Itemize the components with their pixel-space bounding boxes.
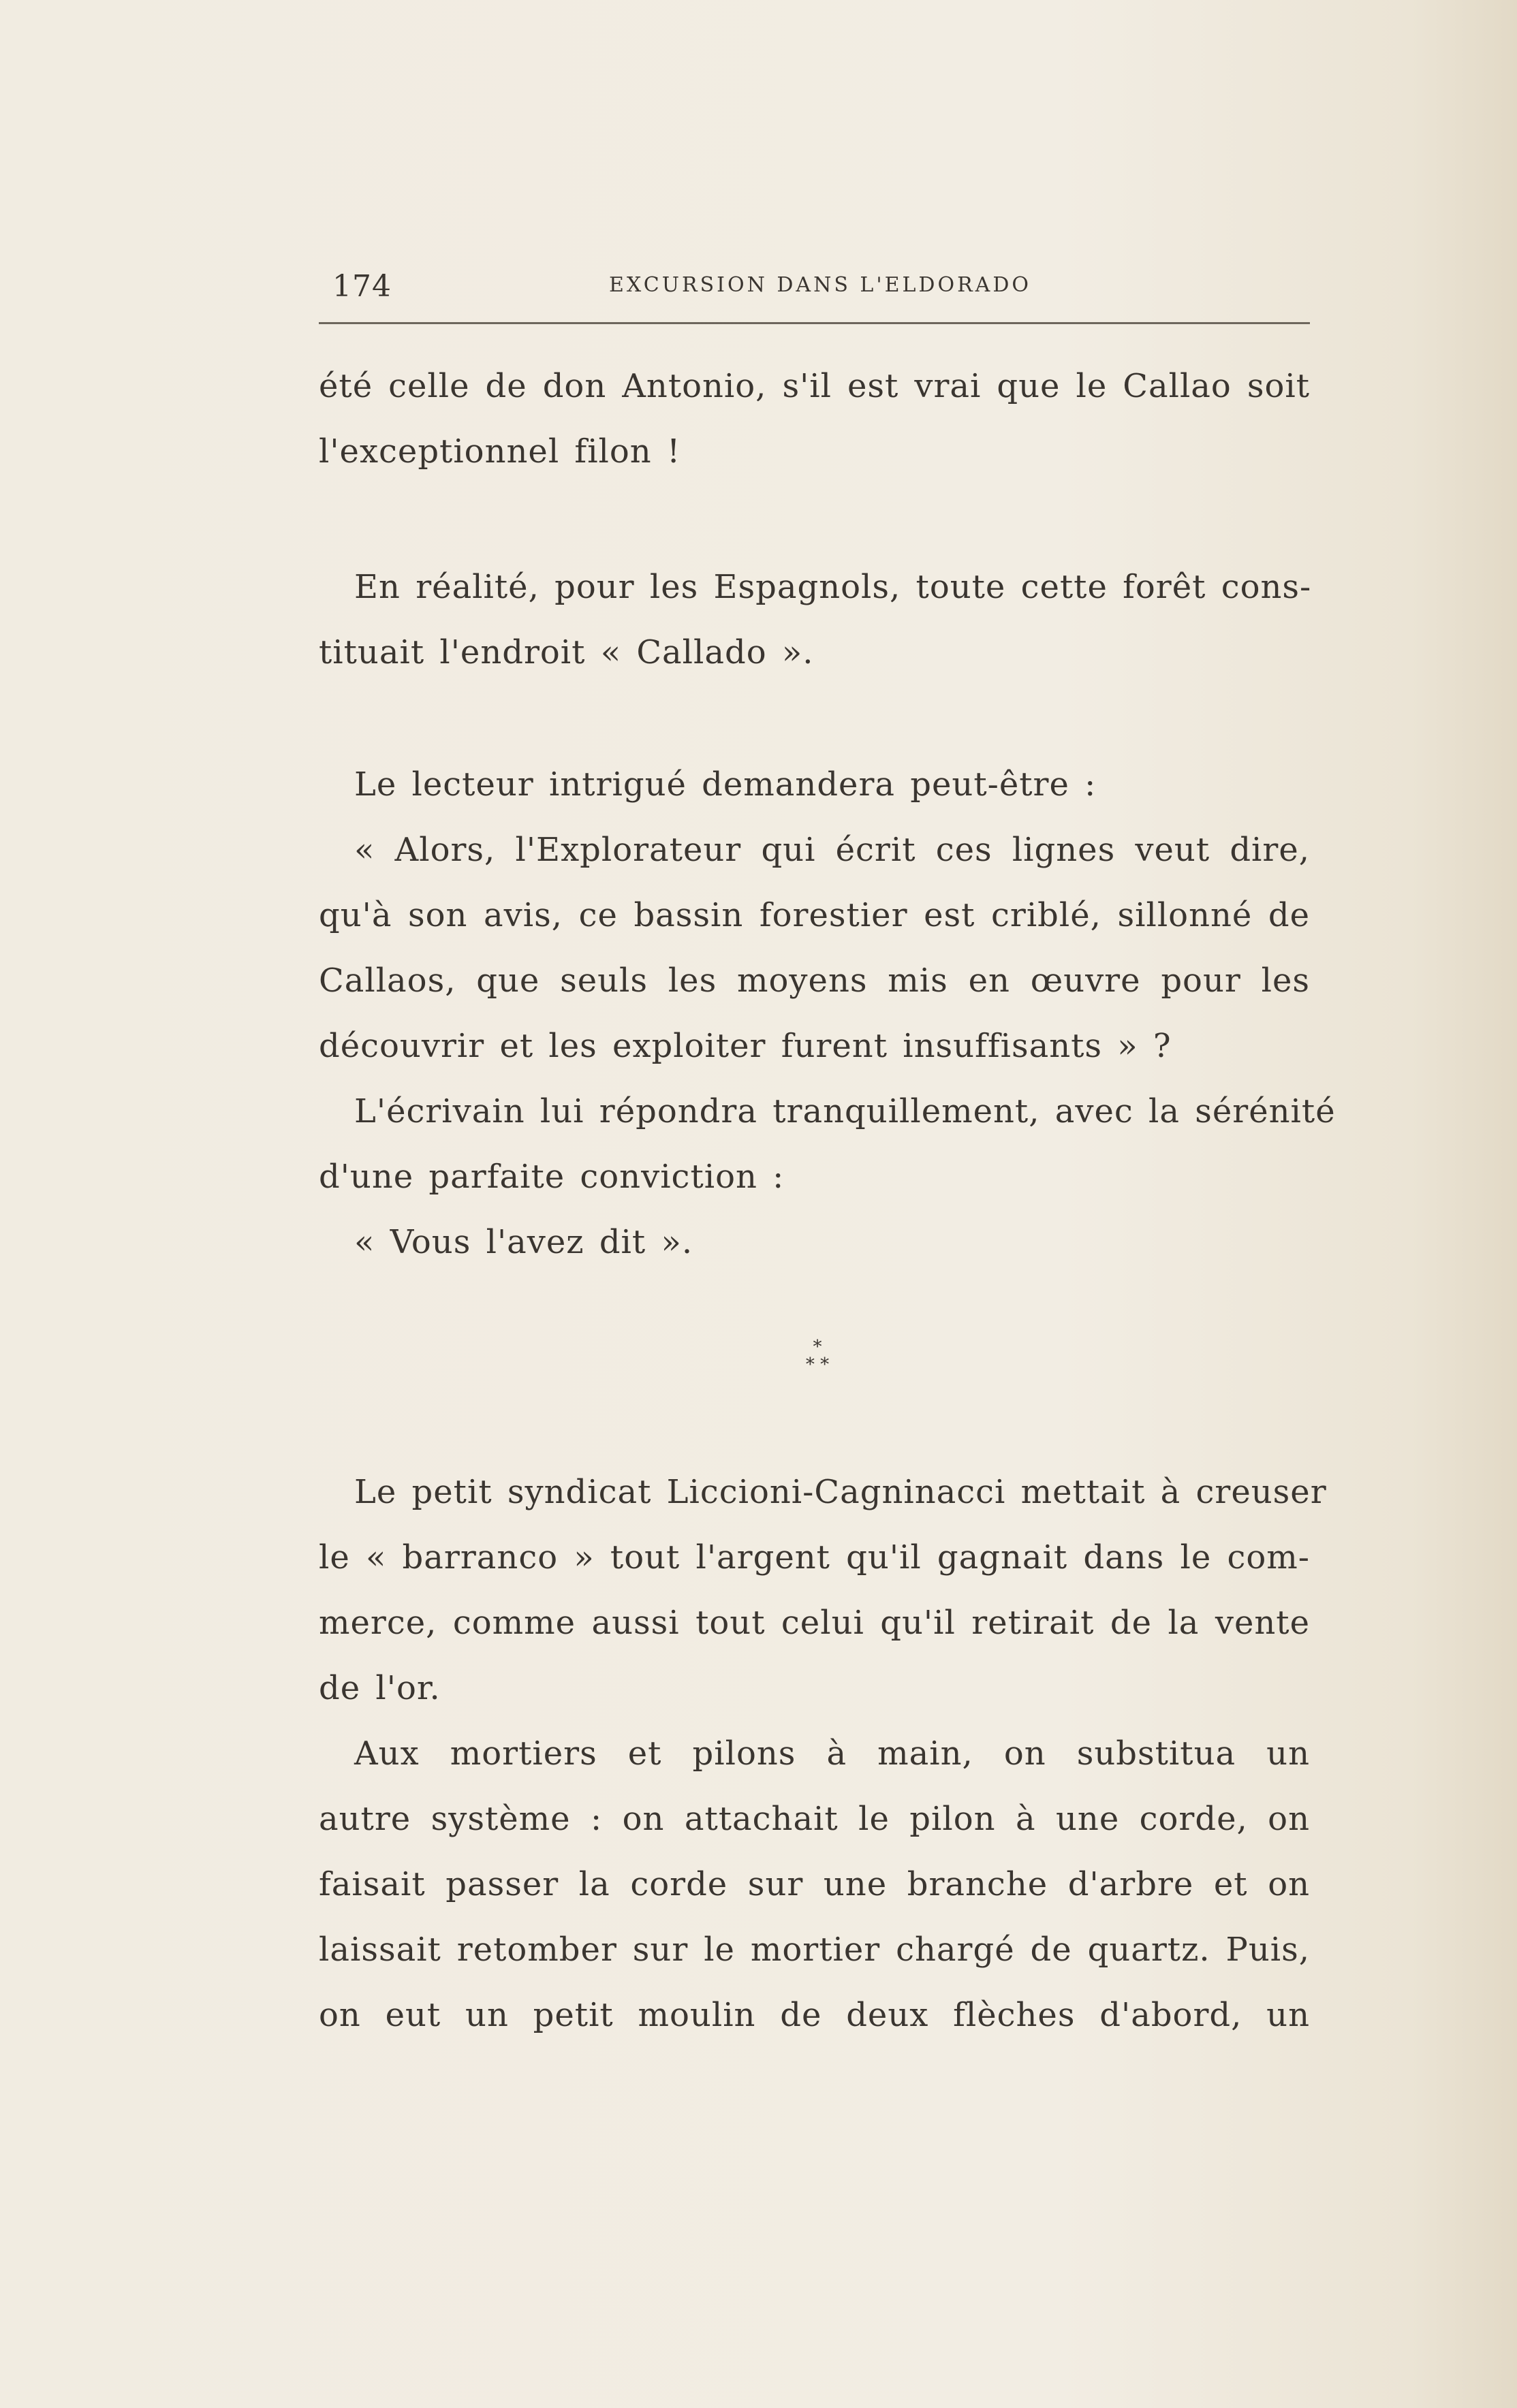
running-title: EXCURSION DANS L'ELDORADO bbox=[609, 273, 1031, 297]
text-line: d'une parfaite conviction : bbox=[319, 1158, 785, 1196]
paragraph-continuation bbox=[319, 353, 1310, 484]
text-line: de l'or. bbox=[319, 1669, 441, 1707]
text-line: été celle de don Antonio, s'il est vrai que le Callao soit bbox=[319, 367, 1310, 405]
text-line: « Alors, l'Explorateur qui écrit ces lignes veut dire, bbox=[354, 831, 1310, 869]
text-line: l'exceptionnel filon ! bbox=[319, 432, 681, 471]
page-number: 174 bbox=[332, 269, 392, 304]
asterism-bottom: * * bbox=[805, 1354, 830, 1375]
asterism-divider bbox=[797, 1338, 838, 1374]
text-line: Le petit syndicat Liccioni-Cagninacci mettait à creuser bbox=[354, 1473, 1327, 1511]
paragraph-syndicat bbox=[319, 1459, 1327, 2048]
page-header bbox=[332, 269, 1308, 310]
text-line: tituait l'endroit « Callado ». bbox=[319, 633, 814, 671]
text-line: qu'à son avis, ce bassin forestier est criblé, sillonné de bbox=[319, 896, 1310, 934]
text-line: Aux mortiers et pilons à main, on substitua un bbox=[354, 1734, 1310, 1773]
text-line: En réalité, pour les Espagnols, toute cette forêt cons- bbox=[354, 568, 1312, 606]
text-line: laissait retomber sur le mortier chargé de quartz. Puis, bbox=[319, 1931, 1310, 1969]
text-line: le « barranco » tout l'argent qu'il gagnait dans le com- bbox=[319, 1538, 1310, 1577]
header-rule bbox=[319, 322, 1310, 324]
text-line: L'écrivain lui répondra tranquillement, avec la sérénité bbox=[354, 1092, 1336, 1130]
text-line: « Vous l'avez dit ». bbox=[354, 1223, 693, 1261]
text-line: faisait passer la corde sur une branche d'arbre et on bbox=[319, 1865, 1310, 1903]
text-line: découvrir et les exploiter furent insuffisants » ? bbox=[319, 1027, 1172, 1065]
asterism-top: * bbox=[813, 1337, 822, 1357]
text-line: Le lecteur intrigué demandera peut-être : bbox=[354, 765, 1097, 804]
paragraph-en-realite bbox=[319, 554, 1310, 685]
text-line: on eut un petit moulin de deux flèches d'abord, un bbox=[319, 1996, 1310, 2034]
text-line: autre système : on attachait le pilon à une corde, on bbox=[319, 1800, 1310, 1838]
text-line: Callaos, que seuls les moyens mis en œuvre pour les bbox=[319, 962, 1310, 1000]
paragraph-lecteur bbox=[319, 752, 1336, 1275]
text-line: merce, comme aussi tout celui qu'il retirait de la vente bbox=[319, 1604, 1310, 1642]
